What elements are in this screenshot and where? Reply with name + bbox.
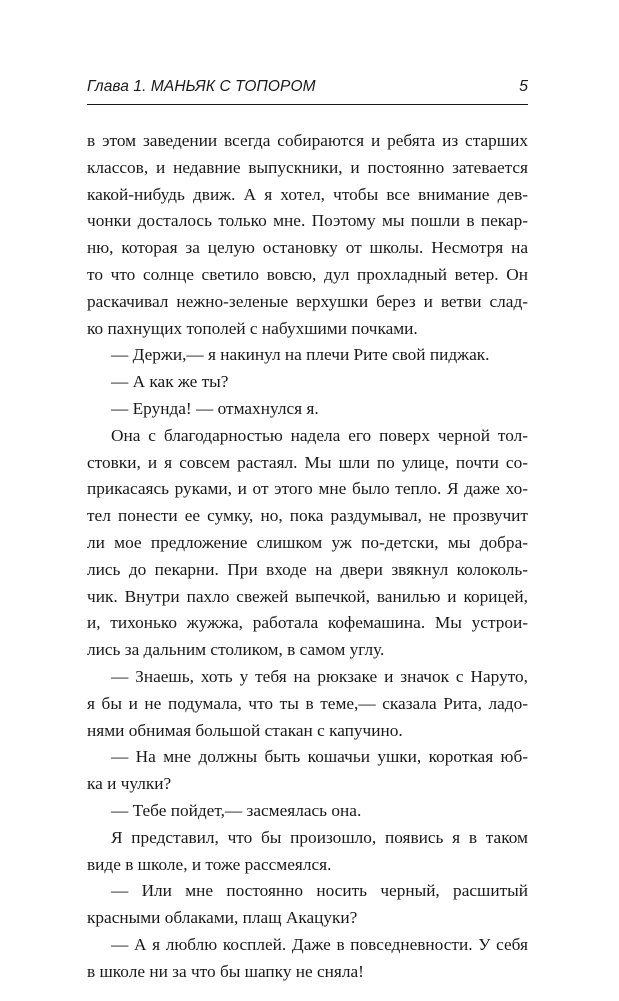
paragraph-first-line: Я представил, что бы произошло, появись я в таком — [111, 827, 528, 847]
text-line: то что солнце светило вовсю, дул прохладный ветер. Он — [87, 264, 528, 284]
dialogue-line: — На мне должны быть кошачьи ушки, короткая юб- — [111, 747, 528, 767]
dialogue-line: — А я люблю косплей. Даже в повседневности. У себя — [111, 934, 528, 954]
header-divider — [87, 104, 528, 105]
body-text — [87, 128, 528, 986]
text-line: красными облаками, плащ Акацуки? — [87, 908, 358, 928]
running-title: Глава 1. МАНЬЯК С ТОПОРОМ — [87, 78, 316, 95]
text-line: классов, и недавние выпускники, и постоянно затевается — [87, 157, 528, 177]
dialogue-line: — Знаешь, хоть у тебя на рюкзаке и значок с Наруто, — [111, 666, 528, 686]
dialogue-line: — Ерунда! — отмахнулся я. — [111, 398, 319, 418]
page-header — [87, 76, 528, 106]
text-line: ли мое предложение слишком уж по-детски, мы добра- — [87, 532, 528, 552]
text-line: ню, которая за целую остановку от школы. Несмотря на — [87, 238, 528, 258]
text-line: виде в школе, и тоже рассмеялся. — [87, 854, 332, 874]
dialogue-line: — А как же ты? — [111, 372, 229, 392]
dialogue-line: — Тебе пойдет,— засмеялась она. — [111, 800, 362, 820]
text-line: тел понести ее сумку, но, пока раздумывал, не прозвучит — [87, 506, 528, 526]
text-line: я бы и не подумала, что ты в теме,— сказала Рита, ладо- — [87, 693, 528, 713]
text-line: нями обнимая большой стакан с капучино. — [87, 720, 403, 740]
text-line: лись за дальним столиком, в самом углу. — [87, 640, 385, 660]
text-line: лись до пекарни. При входе на двери звякнул колоколь- — [87, 559, 528, 579]
text-line: стовки, и я совсем растаял. Мы шли по улице, почти со- — [87, 452, 528, 472]
text-line: и, тихонько жужжа, работала кофемашина. Мы устрои- — [87, 613, 528, 633]
text-line: ка и чулки? — [87, 774, 172, 794]
dialogue-line: — Держи,— я накинул на плечи Рите свой пиджак. — [111, 345, 490, 365]
paragraph-first-line: Она с благодарностью надела его поверх черной тол- — [111, 425, 528, 445]
text-line: прикасаясь руками, и от этого мне было тепло. Я даже хо- — [87, 479, 528, 499]
page-number: 5 — [519, 78, 528, 95]
text-line: какой-нибудь движ. А я хотел, чтобы все внимание дев- — [87, 184, 528, 204]
text-line: в этом заведении всегда собираются и ребята из старших — [87, 131, 528, 150]
dialogue-line: — Или мне постоянно носить черный, расшитый — [111, 881, 528, 901]
text-line: чик. Внутри пахло свежей выпечкой, ванилью и корицей, — [87, 586, 528, 606]
text-line: в школе ни за что бы шапку не сняла! — [87, 961, 364, 981]
text-line: ко пахнущих тополей с набухшими почками. — [87, 318, 418, 338]
text-line: чонки досталось только мне. Поэтому мы пошли в пекар- — [87, 211, 528, 231]
text-line: раскачивал нежно-зеленые верхушки берез и ветви слад- — [87, 291, 528, 311]
